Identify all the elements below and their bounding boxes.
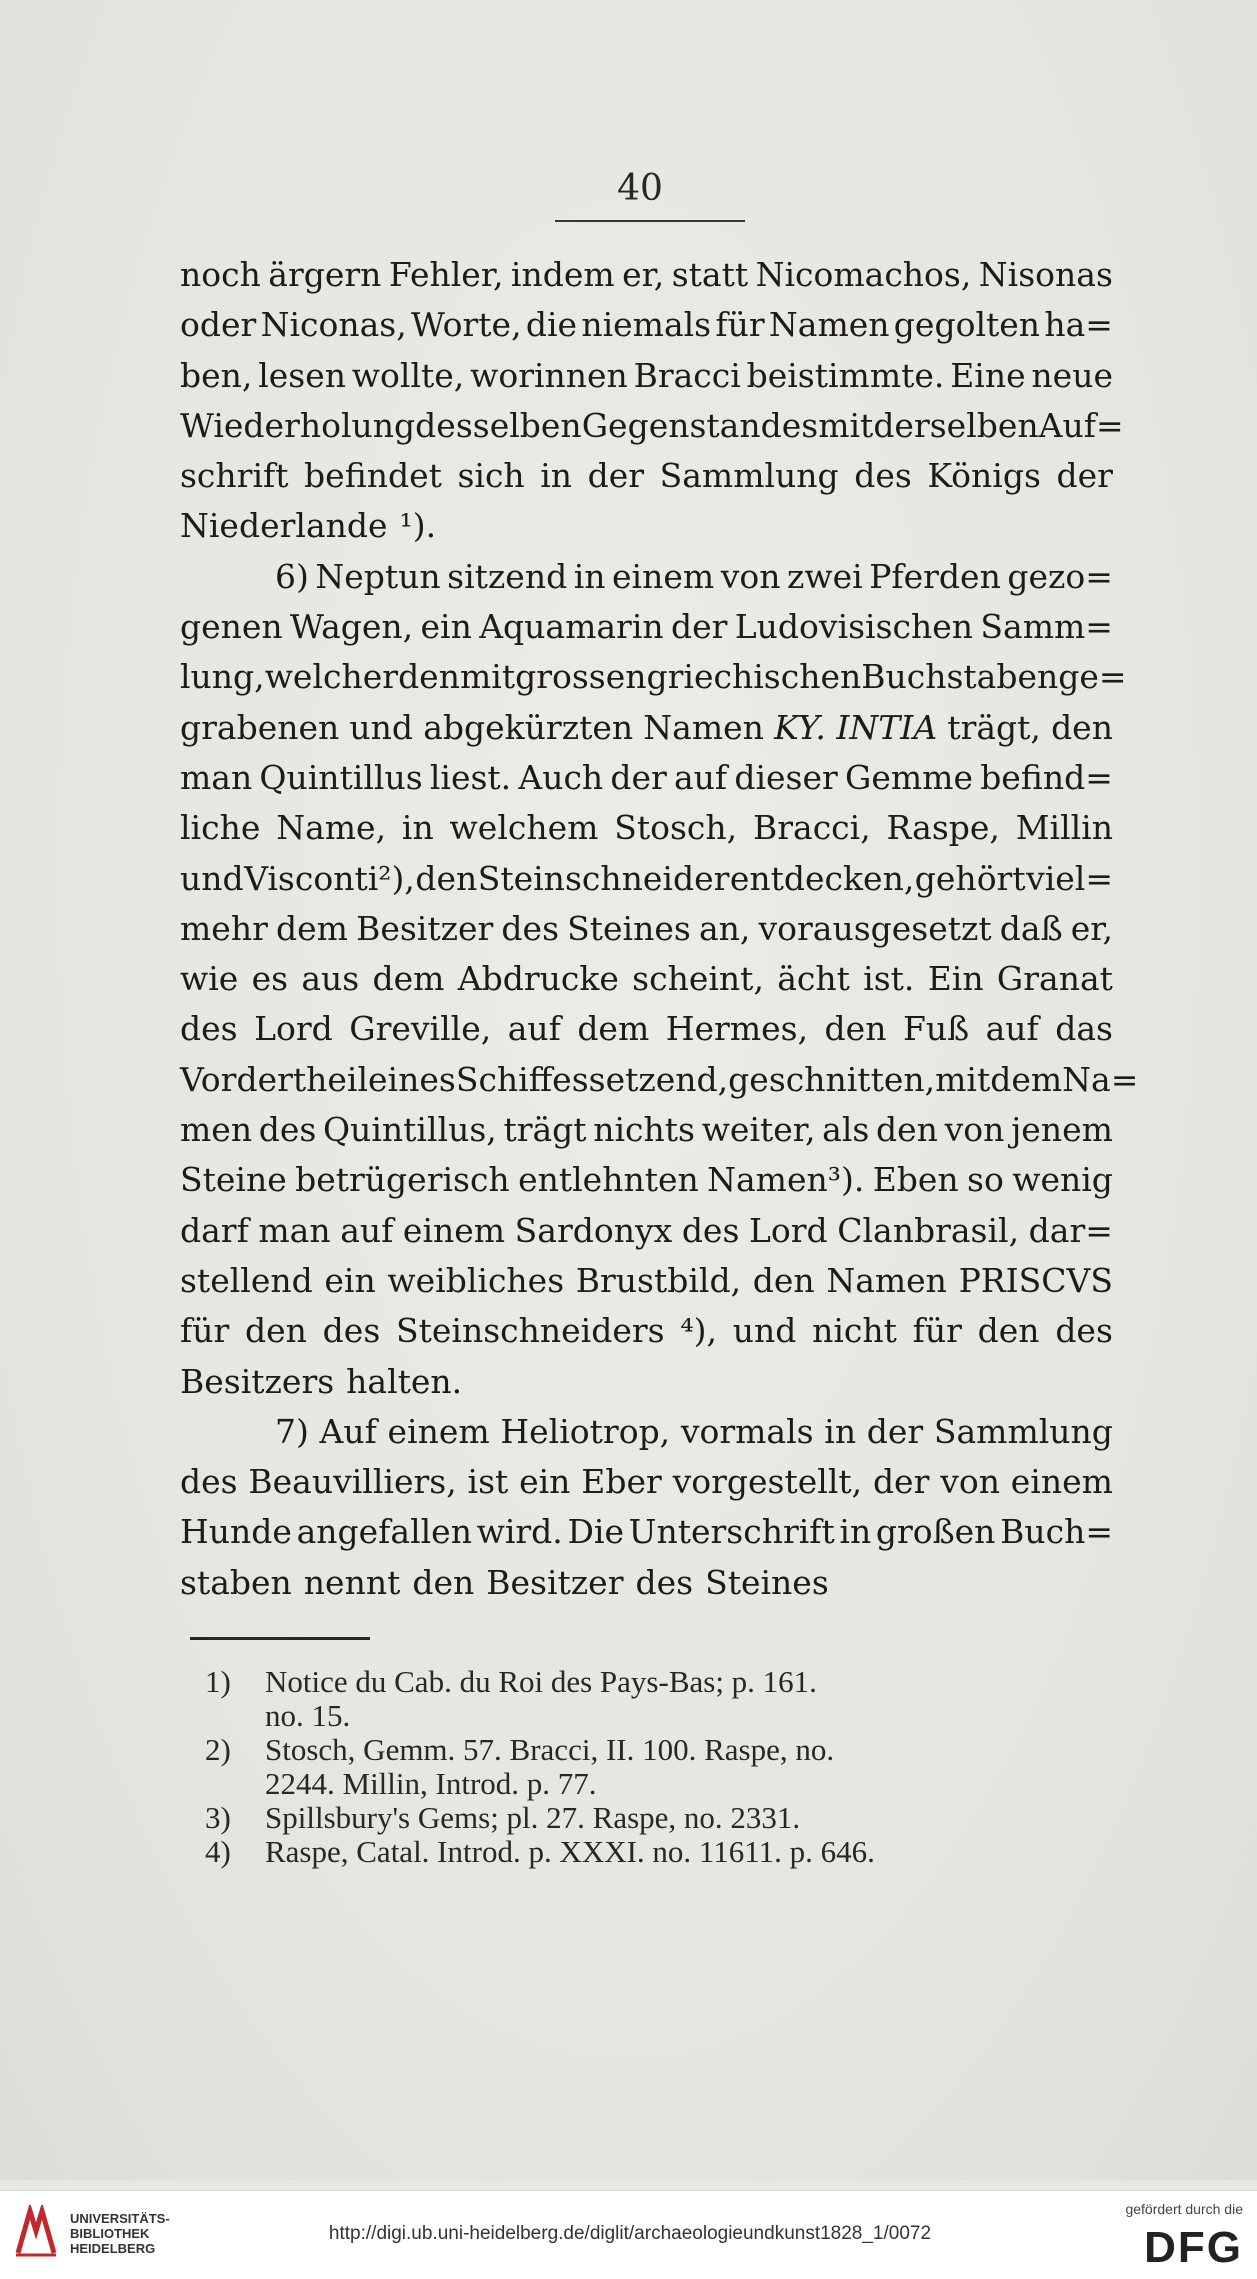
word: Steines bbox=[705, 1562, 829, 1602]
word: ¹). bbox=[399, 506, 437, 546]
word: vorgestellt, bbox=[672, 1462, 863, 1502]
word: Steinschneider bbox=[477, 858, 730, 898]
word: Quintillus bbox=[259, 757, 423, 797]
word: dar= bbox=[1028, 1210, 1113, 1250]
word: dem bbox=[990, 1059, 1063, 1099]
word: sich bbox=[457, 456, 525, 496]
footnote-line bbox=[205, 1801, 1125, 1835]
word: ge= bbox=[1058, 657, 1127, 697]
word: für bbox=[912, 1311, 962, 1351]
word: liest. bbox=[429, 757, 512, 797]
word: Heliotrop, bbox=[500, 1411, 671, 1451]
word: Aquamarin bbox=[479, 607, 664, 647]
word: beistimmte. bbox=[746, 355, 945, 395]
word: Hunde bbox=[180, 1512, 292, 1552]
word: griechischen bbox=[646, 657, 862, 697]
word: des bbox=[501, 908, 560, 948]
word: Auf bbox=[319, 1411, 377, 1451]
word: Quintillus, bbox=[323, 1110, 497, 1150]
word: an, bbox=[698, 908, 751, 948]
word: ⁴), bbox=[680, 1311, 717, 1351]
word: Eine bbox=[950, 355, 1026, 395]
word: des bbox=[322, 1311, 381, 1351]
word: mit bbox=[935, 1059, 991, 1099]
text-line bbox=[180, 250, 1113, 300]
word: Sardonyx bbox=[514, 1210, 673, 1250]
word: oder bbox=[180, 305, 257, 345]
word: so bbox=[967, 1160, 1004, 1200]
word: Sammlung bbox=[659, 456, 839, 496]
word: gehört bbox=[914, 858, 1026, 898]
word: großen bbox=[875, 1512, 996, 1552]
word: und bbox=[349, 707, 414, 747]
word: einem bbox=[387, 1411, 490, 1451]
word: Visconti²), bbox=[244, 858, 415, 898]
word: auf bbox=[985, 1009, 1039, 1049]
footnote-text: Stosch, Gemm. 57. Bracci, II. 100. Raspe, no. bbox=[265, 1732, 835, 1767]
word: Steine bbox=[180, 1160, 287, 1200]
text-line bbox=[180, 954, 1113, 1004]
word: grabenen bbox=[180, 707, 340, 747]
word: mit bbox=[818, 405, 874, 445]
text-line bbox=[180, 1558, 1113, 1608]
word: 6) bbox=[275, 556, 309, 596]
word: welcher bbox=[264, 657, 399, 697]
word: abgekürzten bbox=[423, 707, 634, 747]
word: man bbox=[258, 1210, 331, 1250]
word: Vordertheil bbox=[180, 1059, 369, 1099]
word: Schiffes bbox=[455, 1059, 589, 1099]
word: Nicomachos, bbox=[755, 255, 972, 294]
word: neue bbox=[1031, 355, 1113, 395]
word: Bracci bbox=[633, 355, 741, 395]
word: den bbox=[824, 1009, 887, 1049]
word: der bbox=[670, 607, 728, 647]
word: nicht bbox=[812, 1311, 897, 1351]
footer-bar bbox=[0, 2190, 1257, 2279]
word: Sammlung bbox=[933, 1411, 1113, 1451]
word: Lord bbox=[254, 1009, 333, 1049]
word: dem bbox=[577, 1009, 650, 1049]
word: des bbox=[1055, 1311, 1113, 1351]
footnote-number: 4) bbox=[205, 1834, 231, 1869]
word: Hermes, bbox=[665, 1009, 809, 1049]
word: Namen bbox=[643, 707, 764, 747]
word: Worte, bbox=[410, 305, 522, 345]
footnote-text: Notice du Cab. du Roi des Pays-Bas; p. 161. bbox=[265, 1664, 817, 1699]
word: ben, bbox=[180, 355, 253, 395]
word: derselben bbox=[873, 405, 1039, 445]
word: genen bbox=[180, 607, 283, 647]
text-line bbox=[180, 1457, 1113, 1507]
word: KY. INTIA bbox=[774, 707, 938, 747]
word: Samm= bbox=[980, 607, 1113, 647]
word: einem bbox=[1010, 1462, 1113, 1502]
text-line bbox=[180, 401, 1124, 451]
word: Namen bbox=[826, 1260, 947, 1300]
word: auf bbox=[340, 1210, 394, 1250]
word: Brustbild, bbox=[575, 1260, 742, 1300]
word: für bbox=[715, 305, 765, 345]
word: auf bbox=[507, 1009, 561, 1049]
word: die bbox=[525, 305, 578, 345]
word: betrügerisch bbox=[295, 1160, 510, 1200]
word: Na= bbox=[1062, 1059, 1139, 1099]
word: ist. bbox=[863, 959, 915, 999]
word: der bbox=[1056, 456, 1113, 496]
word: der bbox=[866, 1411, 924, 1451]
library-name-line1: UNIVERSITÄTS- bbox=[70, 2211, 170, 2226]
word: auf bbox=[674, 757, 728, 797]
word: scheint, bbox=[632, 959, 764, 999]
word: halten. bbox=[346, 1361, 463, 1401]
word: Beauvilliers, bbox=[248, 1462, 457, 1502]
word: weibliches bbox=[387, 1260, 565, 1300]
word: nichts bbox=[593, 1110, 695, 1150]
word: Nisonas bbox=[978, 255, 1113, 294]
word: Millin bbox=[1015, 808, 1113, 848]
word: Die bbox=[567, 1512, 624, 1552]
word: von bbox=[720, 556, 781, 596]
text-line bbox=[180, 1306, 1113, 1356]
word: sitzend bbox=[447, 556, 568, 596]
word: einem bbox=[612, 556, 715, 596]
footnote-line bbox=[205, 1699, 1125, 1733]
word: Auch bbox=[518, 757, 604, 797]
word: den bbox=[412, 1562, 475, 1602]
word: trägt bbox=[503, 1110, 587, 1150]
word: von bbox=[944, 1110, 1005, 1150]
word: Steines bbox=[567, 908, 691, 948]
word: Gemme bbox=[844, 757, 973, 797]
word: ein bbox=[519, 1462, 571, 1502]
word: man bbox=[180, 757, 253, 797]
body-text bbox=[180, 250, 1139, 1608]
word: angefallen bbox=[296, 1512, 472, 1552]
word: Fehler, bbox=[388, 255, 504, 294]
footnote-line bbox=[205, 1835, 1125, 1869]
word: Ludovisischen bbox=[734, 607, 974, 647]
source-url[interactable]: http://digi.ub.uni-heidelberg.de/diglit/archaeologieundkunst1828_1/0072 bbox=[328, 2223, 932, 2244]
word: dem bbox=[372, 959, 445, 999]
footnote-text: no. 15. bbox=[265, 1698, 351, 1733]
word: jenem bbox=[1011, 1110, 1113, 1150]
footnote-text: 2244. Millin, Introd. p. 77. bbox=[265, 1766, 597, 1801]
word: den bbox=[876, 1110, 938, 1150]
word: ist bbox=[467, 1462, 509, 1502]
word: Stosch, bbox=[614, 808, 738, 848]
word: entdecken, bbox=[729, 858, 915, 898]
text-line bbox=[180, 1507, 1113, 1557]
word: das bbox=[1055, 1009, 1113, 1049]
footnote-text: Raspe, Catal. Introd. p. XXXI. no. 11611. p. 646. bbox=[265, 1834, 875, 1869]
word: in bbox=[401, 808, 434, 848]
word: Wagen, bbox=[290, 607, 414, 647]
word: grossen bbox=[515, 657, 647, 697]
word: Neptun bbox=[315, 556, 441, 596]
word: statt bbox=[671, 255, 749, 294]
word: Besitzers bbox=[180, 1361, 335, 1401]
word: des bbox=[258, 1110, 317, 1150]
word: Buchstaben bbox=[861, 657, 1059, 697]
word: indem bbox=[510, 255, 615, 294]
word: setzend, bbox=[588, 1059, 729, 1099]
word: des bbox=[635, 1562, 694, 1602]
word: er, bbox=[622, 255, 665, 294]
word: wird. bbox=[476, 1512, 563, 1552]
text-line bbox=[180, 854, 1113, 904]
footnote-rule bbox=[190, 1637, 370, 1640]
footnote-number: 3) bbox=[205, 1800, 231, 1835]
word: Raspe, bbox=[886, 808, 1000, 848]
word: Clanbrasil, bbox=[837, 1210, 1020, 1250]
word: liche bbox=[180, 808, 261, 848]
text-line bbox=[180, 1256, 1113, 1306]
word: ein bbox=[420, 607, 472, 647]
word: Wiederholung bbox=[180, 405, 416, 445]
text-line bbox=[180, 1004, 1113, 1054]
word: wollte, bbox=[351, 355, 465, 395]
word: daß bbox=[999, 908, 1063, 948]
word: Pferden bbox=[869, 556, 1001, 596]
word: den bbox=[245, 1311, 307, 1351]
word: Niconas, bbox=[260, 305, 407, 345]
word: niemals bbox=[581, 305, 712, 345]
text-line bbox=[180, 501, 1113, 551]
word: der bbox=[872, 1462, 930, 1502]
text-line bbox=[180, 1357, 1113, 1407]
text-line bbox=[180, 753, 1113, 803]
text-line bbox=[180, 351, 1113, 401]
word: Abdrucke bbox=[457, 959, 619, 999]
word: Namen bbox=[768, 305, 890, 345]
word: ein bbox=[324, 1260, 376, 1300]
word: entlehnten bbox=[518, 1160, 699, 1200]
library-name-line2: BIBLIOTHEK bbox=[70, 2226, 150, 2241]
word: Niederlande bbox=[180, 506, 388, 546]
word: geschnitten, bbox=[728, 1059, 936, 1099]
word: Steinschneiders bbox=[396, 1311, 665, 1351]
word: als bbox=[822, 1110, 870, 1150]
text-line bbox=[180, 1105, 1113, 1155]
word: nennt bbox=[303, 1562, 401, 1602]
footnote-line bbox=[205, 1665, 1125, 1699]
word: in bbox=[824, 1411, 857, 1451]
word: dem bbox=[275, 908, 348, 948]
text-line bbox=[180, 904, 1113, 954]
word: mehr bbox=[180, 908, 268, 948]
word: Granat bbox=[996, 959, 1113, 999]
word: worinnen bbox=[470, 355, 628, 395]
text-line bbox=[180, 552, 1113, 602]
word: schrift bbox=[180, 456, 289, 496]
word: darf bbox=[180, 1210, 249, 1250]
word: den bbox=[977, 1311, 1040, 1351]
word: von bbox=[940, 1462, 1000, 1502]
word: Gegenstandes bbox=[581, 405, 819, 445]
word: noch bbox=[180, 255, 261, 294]
text-line bbox=[180, 451, 1113, 501]
word: Lord bbox=[748, 1210, 828, 1250]
funded-by-label: gefördert durch die bbox=[1125, 2201, 1243, 2217]
word: Bracci, bbox=[753, 808, 871, 848]
word: er, bbox=[1070, 908, 1113, 948]
word: für bbox=[180, 1311, 230, 1351]
word: des bbox=[854, 456, 912, 496]
word: gezo= bbox=[1007, 556, 1113, 596]
footnote-number: 2) bbox=[205, 1732, 231, 1767]
word: dieser bbox=[734, 757, 838, 797]
word: vorausgesetzt bbox=[758, 908, 992, 948]
text-line bbox=[180, 1407, 1113, 1457]
word: vormals bbox=[680, 1411, 814, 1451]
library-name bbox=[70, 2211, 170, 2256]
word: und bbox=[180, 858, 244, 898]
word: einem bbox=[402, 1210, 506, 1250]
word: mit bbox=[459, 657, 516, 697]
word: zwei bbox=[786, 556, 863, 596]
footnote-number: 1) bbox=[205, 1664, 231, 1699]
word: weiter, bbox=[701, 1110, 816, 1150]
word: Greville, bbox=[349, 1009, 492, 1049]
word: wie bbox=[180, 959, 239, 999]
word: in bbox=[839, 1512, 872, 1552]
library-name-line3: HEIDELBERG bbox=[70, 2241, 156, 2256]
text-line bbox=[180, 602, 1113, 652]
word: viel= bbox=[1026, 858, 1113, 898]
dfg-logo: DFG bbox=[1144, 2223, 1243, 2272]
word: trägt, bbox=[947, 707, 1041, 747]
word: Ein bbox=[927, 959, 984, 999]
word: den bbox=[398, 657, 460, 697]
word: Namen³). bbox=[707, 1160, 865, 1200]
word: welchem bbox=[449, 808, 599, 848]
word: der bbox=[610, 757, 667, 797]
word: ha= bbox=[1044, 305, 1113, 345]
word: Eben bbox=[872, 1160, 959, 1200]
word: gegolten bbox=[893, 305, 1041, 345]
word: stellend bbox=[180, 1260, 313, 1300]
word: lung, bbox=[180, 657, 265, 697]
word: ächt bbox=[777, 959, 850, 999]
footnote-line bbox=[205, 1767, 1125, 1801]
text-line bbox=[180, 803, 1113, 853]
word: den bbox=[415, 858, 478, 898]
word: wenig bbox=[1012, 1160, 1113, 1200]
word: in bbox=[540, 456, 573, 496]
word: men bbox=[180, 1110, 253, 1150]
word: und bbox=[732, 1311, 797, 1351]
word: befind= bbox=[980, 757, 1113, 797]
word: den bbox=[752, 1260, 815, 1300]
word: Auf= bbox=[1038, 405, 1124, 445]
word: den bbox=[1051, 707, 1113, 747]
word: Name, bbox=[276, 808, 387, 848]
word: Besitzer bbox=[486, 1562, 624, 1602]
word: der bbox=[587, 456, 645, 496]
word: 7) bbox=[275, 1411, 309, 1451]
word: Besitzer bbox=[356, 908, 494, 948]
word: aus bbox=[301, 959, 360, 999]
footnotes bbox=[205, 1665, 1125, 1869]
word: Königs bbox=[927, 456, 1041, 496]
word: ärgern bbox=[268, 255, 382, 294]
library-logo-icon bbox=[12, 2205, 60, 2259]
word: des bbox=[681, 1210, 740, 1250]
word: in bbox=[573, 556, 606, 596]
word: des bbox=[180, 1462, 238, 1502]
footnote-line bbox=[205, 1733, 1125, 1767]
word: des bbox=[180, 1009, 238, 1049]
word: staben bbox=[180, 1562, 292, 1602]
word: Buch= bbox=[1000, 1512, 1113, 1552]
text-line bbox=[180, 300, 1113, 350]
word: Eber bbox=[581, 1462, 662, 1502]
word: befindet bbox=[304, 456, 442, 496]
word: Fuß bbox=[902, 1009, 970, 1049]
word: es bbox=[251, 959, 289, 999]
text-line bbox=[180, 1055, 1139, 1105]
page-number: 40 bbox=[617, 168, 663, 209]
word: eines bbox=[368, 1059, 456, 1099]
text-line bbox=[180, 652, 1127, 702]
text-line bbox=[180, 1155, 1113, 1205]
text-line bbox=[180, 1206, 1113, 1256]
header-rule bbox=[555, 220, 745, 222]
word: Unterschrift bbox=[628, 1512, 835, 1552]
footnote-text: Spillsbury's Gems; pl. 27. Raspe, no. 2331. bbox=[265, 1800, 801, 1835]
word: PRISCVS bbox=[958, 1260, 1113, 1300]
text-line bbox=[180, 703, 1113, 753]
word: lesen bbox=[258, 355, 346, 395]
word: desselben bbox=[415, 405, 582, 445]
